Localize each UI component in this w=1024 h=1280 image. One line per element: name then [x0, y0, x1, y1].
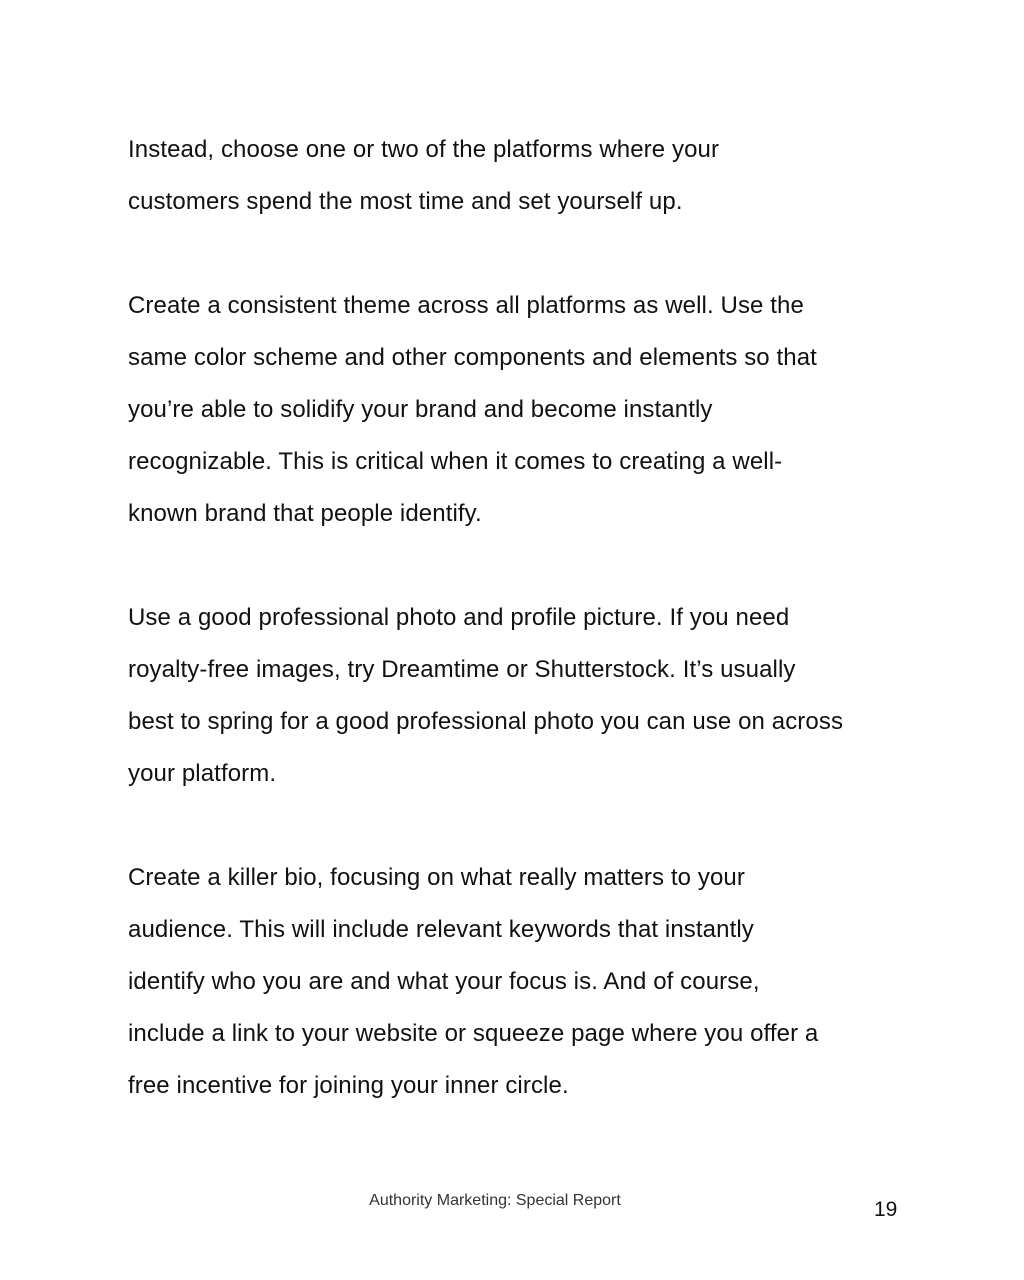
text-line: royalty-free images, try Dreamtime or Shutterstock. It’s usually [128, 656, 796, 683]
text-line: your platform. [128, 760, 277, 787]
text-line: recognizable. This is critical when it comes to creating a well- [128, 448, 783, 475]
text-line: include a link to your website or squeeze page where you offer a [128, 1020, 819, 1047]
text-line: best to spring for a good professional photo you can use on across [128, 708, 844, 735]
text-line: known brand that people identify. [128, 500, 482, 527]
text-line: audience. This will include relevant keywords that instantly [128, 916, 754, 943]
page-body [128, 124, 918, 1164]
text-line: same color scheme and other components and elements so that [128, 344, 817, 371]
text-line: customers spend the most time and set yourself up. [128, 188, 683, 215]
paragraph-consistent-theme [128, 280, 918, 540]
text-line: you’re able to solidify your brand and become instantly [128, 396, 713, 423]
page-number: 19 [874, 1198, 898, 1221]
footer-title: Authority Marketing: Special Report [369, 1192, 621, 1209]
text-line: Create a killer bio, focusing on what really matters to your [128, 864, 745, 891]
text-line: identify who you are and what your focus is. And of course, [128, 968, 760, 995]
paragraph-platform-choice [128, 124, 918, 228]
text-line: Instead, choose one or two of the platforms where your [128, 136, 720, 163]
text-line: Use a good professional photo and profile picture. If you need [128, 604, 790, 631]
text-line: free incentive for joining your inner circle. [128, 1072, 569, 1099]
text-line: Create a consistent theme across all platforms as well. Use the [128, 292, 804, 319]
paragraph-killer-bio [128, 852, 918, 1112]
paragraph-professional-photo [128, 592, 918, 800]
